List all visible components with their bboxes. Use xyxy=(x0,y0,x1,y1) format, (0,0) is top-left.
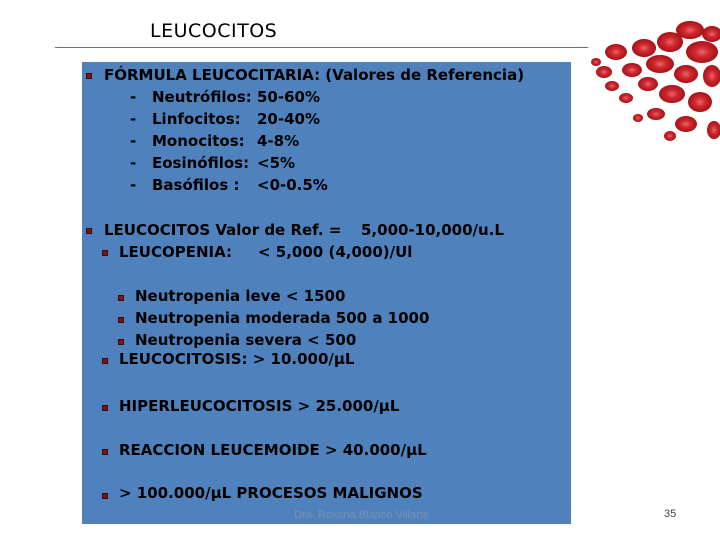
leucopenia-value: < 5,000 (4,000)/Ul xyxy=(258,243,413,261)
formula-item-name: Neutrófilos: xyxy=(152,88,252,106)
slide-title: LEUCOCITOS xyxy=(150,20,278,42)
dash: - xyxy=(130,110,137,128)
formula-item-value: 4-8% xyxy=(257,132,300,150)
procesos-malignos-item: > 100.000/µL PROCESOS MALIGNOS xyxy=(119,484,423,502)
formula-item-value: 20-40% xyxy=(257,110,321,128)
footer-author: Dra. Roxana Blanco Villarte xyxy=(294,509,429,521)
bullet-icon xyxy=(118,317,124,323)
dash: - xyxy=(130,88,137,106)
bullet-icon xyxy=(86,228,92,234)
formula-item-name: Basófilos : xyxy=(152,176,240,194)
neutropenia-item: Neutropenia leve < 1500 xyxy=(135,287,346,305)
formula-item-name: Linfocitos: xyxy=(152,110,241,128)
bullet-icon xyxy=(102,449,108,455)
dash: - xyxy=(130,132,137,150)
formula-item-value: <5% xyxy=(257,154,296,172)
hiperleucocitosis-item: HIPERLEUCOCITOSIS > 25.000/µL xyxy=(119,397,400,415)
leucopenia-label: LEUCOPENIA: xyxy=(119,243,233,261)
formula-item-name: Eosinófilos: xyxy=(152,154,250,172)
bullet-icon xyxy=(118,295,124,301)
neutropenia-item: Neutropenia moderada 500 a 1000 xyxy=(135,309,430,327)
bullet-icon xyxy=(102,405,108,411)
bullet-icon xyxy=(102,250,108,256)
neutropenia-item: Neutropenia severa < 500 xyxy=(135,331,357,349)
title-divider xyxy=(55,47,588,48)
dash: - xyxy=(130,154,137,172)
reaccion-leucemoide-item: REACCION LEUCEMOIDE > 40.000/µL xyxy=(119,441,427,459)
leucocitosis-item: LEUCOCITOSIS: > 10.000/µL xyxy=(119,350,355,368)
reference-label: LEUCOCITOS Valor de Ref. = xyxy=(104,221,342,239)
formula-item-value: 50-60% xyxy=(257,88,321,106)
bullet-icon xyxy=(118,339,124,345)
formula-heading: FÓRMULA LEUCOCITARIA: (Valores de Referencia) xyxy=(104,66,525,84)
formula-item-value: <0-0.5% xyxy=(257,176,328,194)
bullet-icon xyxy=(86,73,92,79)
bullet-icon xyxy=(102,493,108,499)
dash: - xyxy=(130,176,137,194)
reference-value: 5,000-10,000/u.L xyxy=(361,221,504,239)
formula-item-name: Monocitos: xyxy=(152,132,245,150)
page-number: 35 xyxy=(664,508,677,520)
bullet-icon xyxy=(102,358,108,364)
red-blood-cells-image xyxy=(586,18,720,150)
